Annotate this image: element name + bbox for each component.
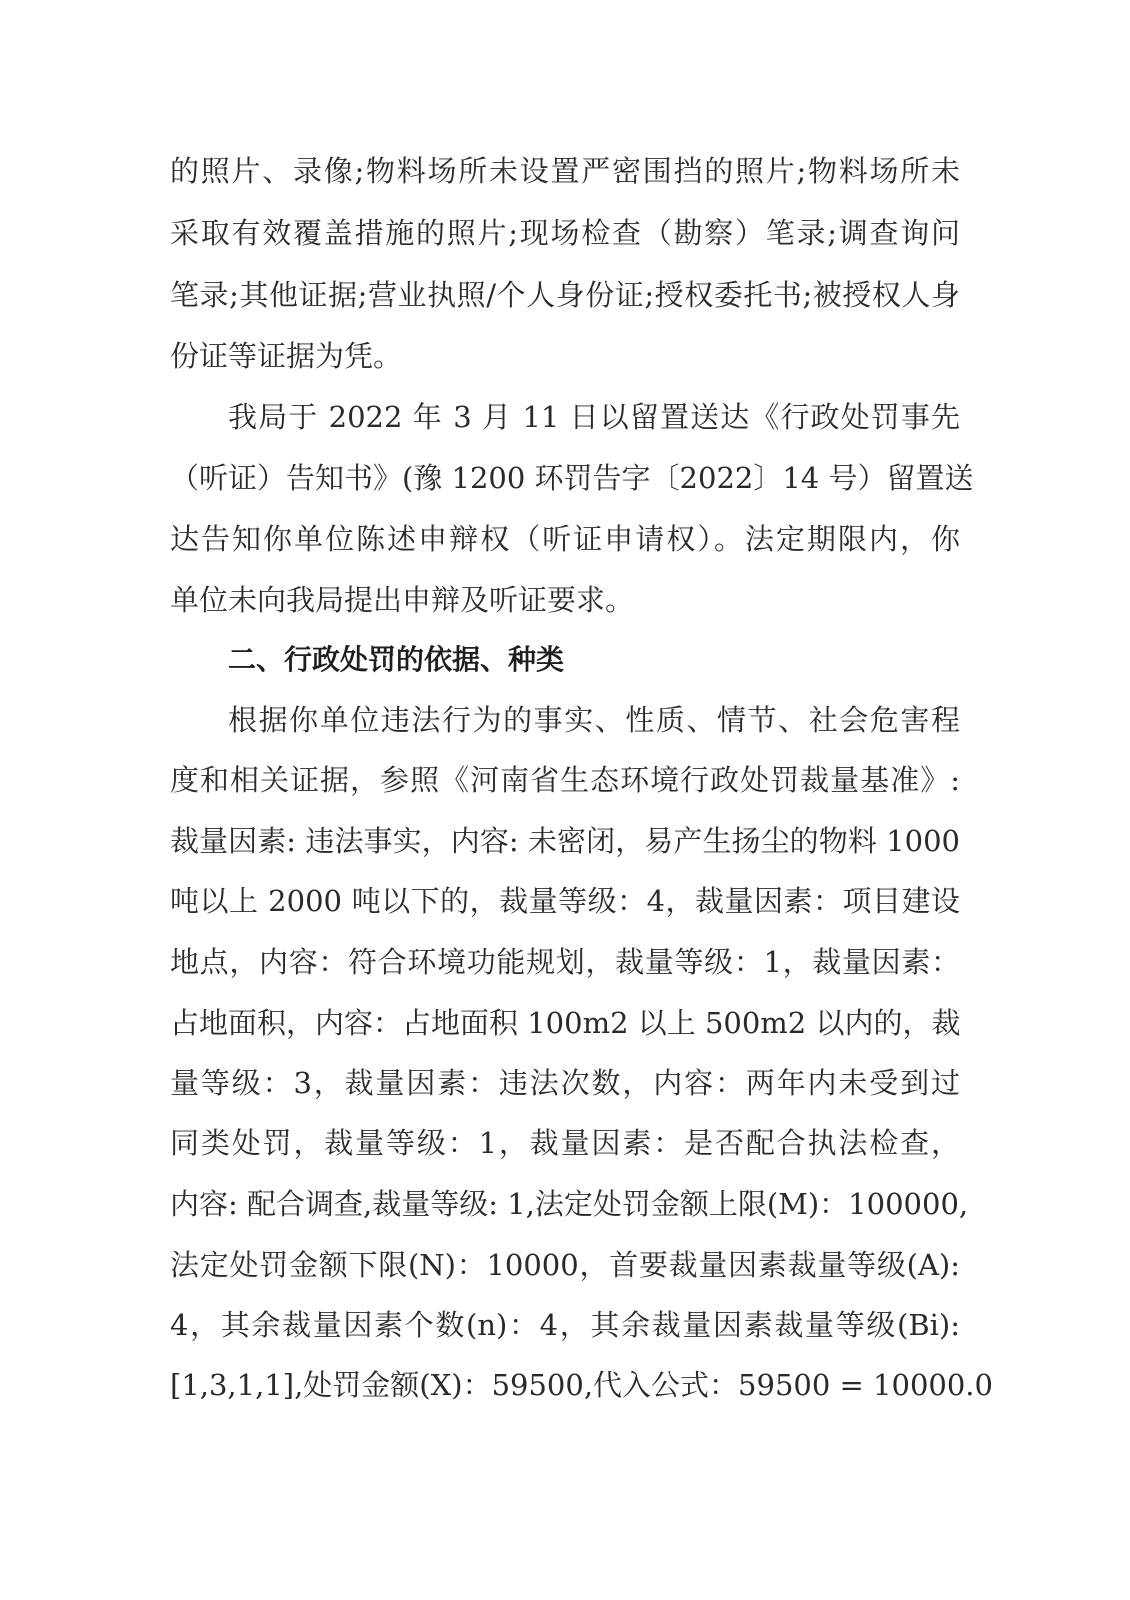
- text-line-11: 度和相关证据，参照《河南省生态环境行政处罚裁量基准》:: [170, 763, 960, 797]
- text-line-5: 我局于 2022 年 3 月 11 日以留置送达《行政处罚事先: [228, 400, 960, 434]
- text-line-18: 内容: 配合调查,裁量等级: 1,法定处罚金额上限(M)：100000,: [170, 1187, 969, 1221]
- text-line-1: 的照片、录像;物料场所未设置严密围挡的照片;物料场所未: [170, 154, 960, 188]
- text-line-20: 4，其余裁量因素个数(n)：4，其余裁量因素裁量等级(Bi):: [170, 1308, 960, 1342]
- text-line-12: 裁量因素: 违法事实，内容: 未密闭，易产生扬尘的物料 1000: [170, 824, 960, 858]
- text-line-14: 地点，内容：符合环境功能规划，裁量等级：1，裁量因素：: [170, 945, 960, 979]
- text-line-17: 同类处罚，裁量等级：1，裁量因素：是否配合执法检查，: [170, 1126, 960, 1160]
- text-line-8: 单位未向我局提出申辩及听证要求。: [170, 583, 635, 617]
- text-line-21: [1,3,1,1],处罚金额(X)：59500,代入公式：59500 = 10000.0: [170, 1368, 993, 1402]
- text-line-13: 吨以上 2000 吨以下的，裁量等级：4，裁量因素：项目建设: [170, 884, 960, 918]
- text-line-19: 法定处罚金额下限(N)：10000，首要裁量因素裁量等级(A):: [170, 1248, 960, 1282]
- text-line-2: 采取有效覆盖措施的照片;现场检查（勘察）笔录;调查询问: [170, 216, 960, 250]
- section-heading: 二、行政处罚的依据、种类: [228, 643, 565, 676]
- text-line-4: 份证等证据为凭。: [170, 339, 403, 373]
- text-line-7: 达告知你单位陈述申辩权（听证申请权）。法定期限内，你: [170, 522, 960, 556]
- text-line-15: 占地面积，内容：占地面积 100m2 以上 500m2 以内的，裁: [170, 1006, 961, 1040]
- text-line-6: （听证）告知书》(豫 1200 环罚告字〔2022〕14 号）留置送: [170, 461, 974, 495]
- text-line-16: 量等级：3，裁量因素：违法次数，内容：两年内未受到过: [170, 1066, 960, 1100]
- text-line-10: 根据你单位违法行为的事实、性质、情节、社会危害程: [228, 703, 960, 737]
- text-line-3: 笔录;其他证据;营业执照/个人身份证;授权委托书;被授权人身: [170, 278, 960, 312]
